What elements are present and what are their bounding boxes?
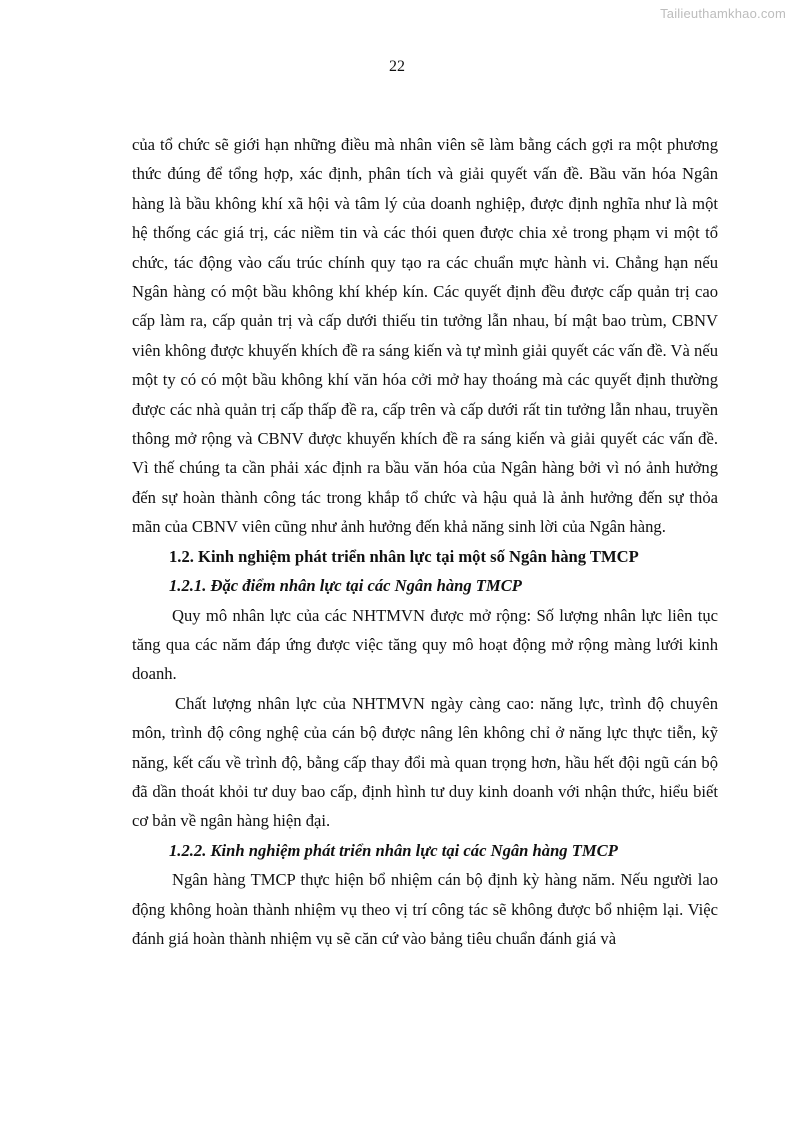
paragraph-hr-quality: Chất lượng nhân lực của NHTMVN ngày càng cao: năng lực, trình độ chuyên môn, trình độ công nghệ của cán bộ được nâng lên không chỉ ở năng lực thực tiễn, kỹ năng, kết cấu về trình độ, bằng cấp thay đổi mà quan trọng hơn, hầu hết đội ngũ cán bộ đã dần thoát khỏi tư duy bao cấp, định hình tư duy kinh doanh với nhận thức, hiểu biết cơ bản về ngân hàng hiện đại. <box>132 693 718 831</box>
document-body <box>132 130 718 953</box>
paragraph-bank-culture: của tổ chức sẽ giới hạn những điều mà nhân viên sẽ làm bằng cách gợi ra một phương thức đúng để tổng hợp, xác định, phân tích và giải quyết vấn đề. Bầu văn hóa Ngân hàng là bầu không khí xã hội và tâm lý của doanh nghiệp, được định nghĩa như là một hệ thống các giá trị, các niềm tin và các thói quen được chia xẻ trong phạm vi một tổ chức, tác động vào cấu trúc chính quy tạo ra các chuẩn mực hành vi. Chẳng hạn nếu Ngân hàng có một bầu không khí khép kín. Các quyết định đều được cấp quản trị cao cấp làm ra, cấp quản trị và cấp dưới thiếu tin tưởng lẫn nhau, bí mật bao trùm, CBNV viên không được khuyến khích đề ra sáng kiến và tự mình giải quyết các vấn đề. Và nếu một ty có có một bầu không khí văn hóa cởi mở hay thoáng mà các quyết định thường được các nhà quản trị cấp thấp đề ra, cấp trên và cấp dưới rất tin tưởng lẫn nhau, truyền thông mở rộng và CBNV được khuyến khích đề ra sáng kiến và giải quyết các vấn đề. Vì thế chúng ta cần phải xác định ra bầu văn hóa của Ngân hàng bởi vì nó ảnh hưởng đến sự hoàn thành công tác trong khắp tổ chức và hậu quả là ảnh hưởng đến sự thỏa mãn của CBNV viên cũng như ảnh hưởng đến khả năng sinh lời của Ngân hàng. <box>132 135 718 537</box>
page-number: 22 <box>389 58 405 75</box>
paragraph-hr-scale: Quy mô nhân lực của các NHTMVN được mở rộng: Số lượng nhân lực liên tục tăng qua các năm đáp ứng được việc tăng quy mô hoạt động mở rộng màng lưới kinh doanh. <box>132 605 718 684</box>
paragraph-appointment: Ngân hàng TMCP thực hiện bổ nhiệm cán bộ định kỳ hàng năm. Nếu người lao động không hoàn thành nhiệm vụ theo vị trí công tác sẽ không được bổ nhiệm lại. Việc đánh giá hoàn thành nhiệm vụ sẽ căn cứ vào bảng tiêu chuẩn đánh giá và <box>132 870 718 948</box>
subsection-heading-1-2-2: 1.2.2. Kinh nghiệm phát triển nhân lực tại các Ngân hàng TMCP <box>169 840 618 860</box>
watermark: Tailieuthamkhao.com <box>660 6 786 21</box>
section-heading-1-2: 1.2. Kinh nghiệm phát triển nhân lực tại một số Ngân hàng TMCP <box>169 546 639 566</box>
subsection-heading-1-2-1: 1.2.1. Đặc điểm nhân lực tại các Ngân hàng TMCP <box>169 576 522 596</box>
